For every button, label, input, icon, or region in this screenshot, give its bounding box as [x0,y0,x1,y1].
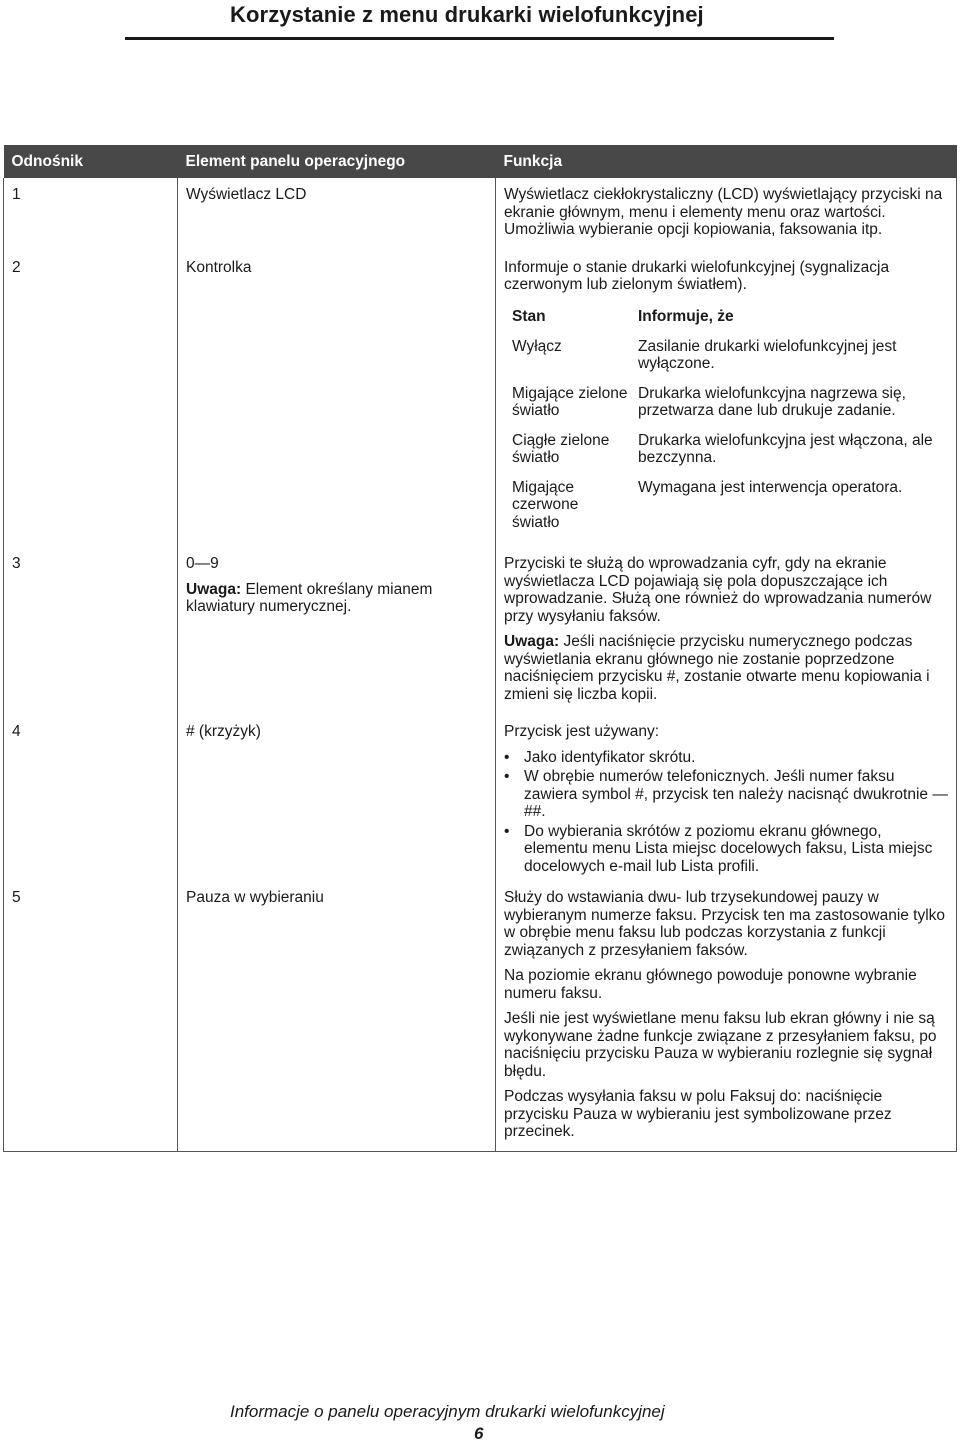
title-rule [125,37,834,40]
state-cell: Migające czerwone światło [512,478,579,531]
row-function [496,547,957,715]
list-item: • W obrębie numerów telefonicznych. Jeśli numer faksu zawiera symbol #, przycisk ten należy nacisnąć dwukrotnie — ##. [524,768,948,821]
row-element: Pauza w wybieraniu [178,881,496,1151]
sub-table-row [504,432,948,479]
row-function [496,251,957,548]
table-row [4,251,957,548]
row-function [496,715,957,881]
table-row [4,881,957,1151]
state-cell: Migające zielone światło [512,384,628,419]
sub-table-header [504,308,948,338]
list-item: • Do wybierania skrótów z poziomu ekranu głównego, elementu menu Lista miejsc docelowych faksu, Lista miejsc docelowych e-mail lub Lista profili. [524,823,948,876]
row-element: # (krzyżyk) [178,715,496,881]
meaning-cell: Drukarka wielofunkcyjna jest włączona, ale bezczynna. [638,431,933,466]
page-title: Korzystanie z menu drukarki wielofunkcyjnej [230,2,704,27]
state-cell: Ciągłe zielone światło [512,431,610,466]
table-header-row [4,145,957,178]
table-row [4,547,957,715]
row-ref: 2 [4,251,178,548]
element-note [186,581,487,616]
usage-list [504,749,948,876]
sub-table-row [504,385,948,432]
function-text: Przyciski te służą do wprowadzania cyfr, gdy na ekranie wyświetlacza LCD pojawiają się pola dopuszczające ich wprowadzanie. Służą one również do wprowadzania numerów przy wysyłaniu faksów. [504,555,932,625]
row-function [496,881,957,1151]
sub-table-row [504,479,948,544]
row-ref: 3 [4,547,178,715]
sub-table-row [504,338,948,385]
sub-header-state: Stan [512,307,546,325]
table-row [4,178,957,251]
row-ref: 4 [4,715,178,881]
row-ref: 1 [4,178,178,251]
page-number: 6 [474,1424,484,1443]
header-ref: Odnośnik [4,145,178,178]
state-cell: Wyłącz [512,337,562,355]
function-text: Przycisk jest używany: [504,723,660,740]
header-function: Funkcja [496,145,957,178]
element-text: 0—9 [186,555,219,572]
row-element: Kontrolka [178,251,496,548]
function-text: Informuje o stanie drukarki wielofunkcyjnej (sygnalizacja czerwonym lub zielonym światłem). [504,258,890,293]
row-function [496,178,957,251]
note-label: Uwaga: [504,633,560,650]
panel-elements-table [3,145,957,1152]
function-text: Wyświetlacz ciekłokrystaliczny (LCD) wyświetlający przyciski na ekranie głównym, menu i elementy menu oraz wartości. Umożliwia wybieranie opcji kopiowania, faksowania itp. [504,186,943,238]
meaning-cell: Zasilanie drukarki wielofunkcyjnej jest wyłączone. [638,337,897,372]
note-text: Element określany mianem klawiatury numerycznej. [186,580,433,615]
function-text: Podczas wysyłania faksu w polu Faksuj do: naciśnięcie przycisku Pauza w wybieraniu jest symbolizowane przez przecinek. [504,1088,892,1140]
row-ref: 5 [4,881,178,1151]
note-text: Jeśli naciśnięcie przycisku numerycznego podczas wyświetlania ekranu głównego nie zostanie poprzedzone naciśnięciem przycisku #, zostanie otwarte menu kopiowania i zmieni się liczba kopii. [504,633,930,703]
function-note [504,633,948,703]
row-element [178,547,496,715]
function-text: Służy do wstawiania dwu- lub trzysekundowej pauzy w wybieranym numerze faksu. Przycisk ten ma zastosowanie tylko w obrębie menu faksu lub podczas korzystania z funkcji związanych z przesyłaniem faksów. [504,889,946,959]
note-label: Uwaga: [186,580,242,598]
list-item: • Jako identyfikator skrótu. [524,749,948,767]
meaning-cell: Wymagana jest interwencja operatora. [638,478,903,496]
status-light-table [504,308,948,544]
table-row [4,715,957,881]
footer-text: Informacje o panelu operacyjnym drukarki wielofunkcyjnej [230,1402,665,1421]
sub-header-meaning: Informuje, że [638,307,734,325]
header-element: Element panelu operacyjnego [178,145,496,178]
function-text: Na poziomie ekranu głównego powoduje ponowne wybranie numeru faksu. [504,967,917,1002]
meaning-cell: Drukarka wielofunkcyjna nagrzewa się, przetwarza dane lub drukuje zadanie. [638,384,906,419]
row-element: Wyświetlacz LCD [178,178,496,251]
function-text: Jeśli nie jest wyświetlane menu faksu lub ekran główny i nie są wykonywane żadne funkcje związane z przesyłaniem faksu, po naciśnięciu przycisku Pauza w wybieraniu rozlegnie się sygnał błędu. [504,1010,937,1080]
